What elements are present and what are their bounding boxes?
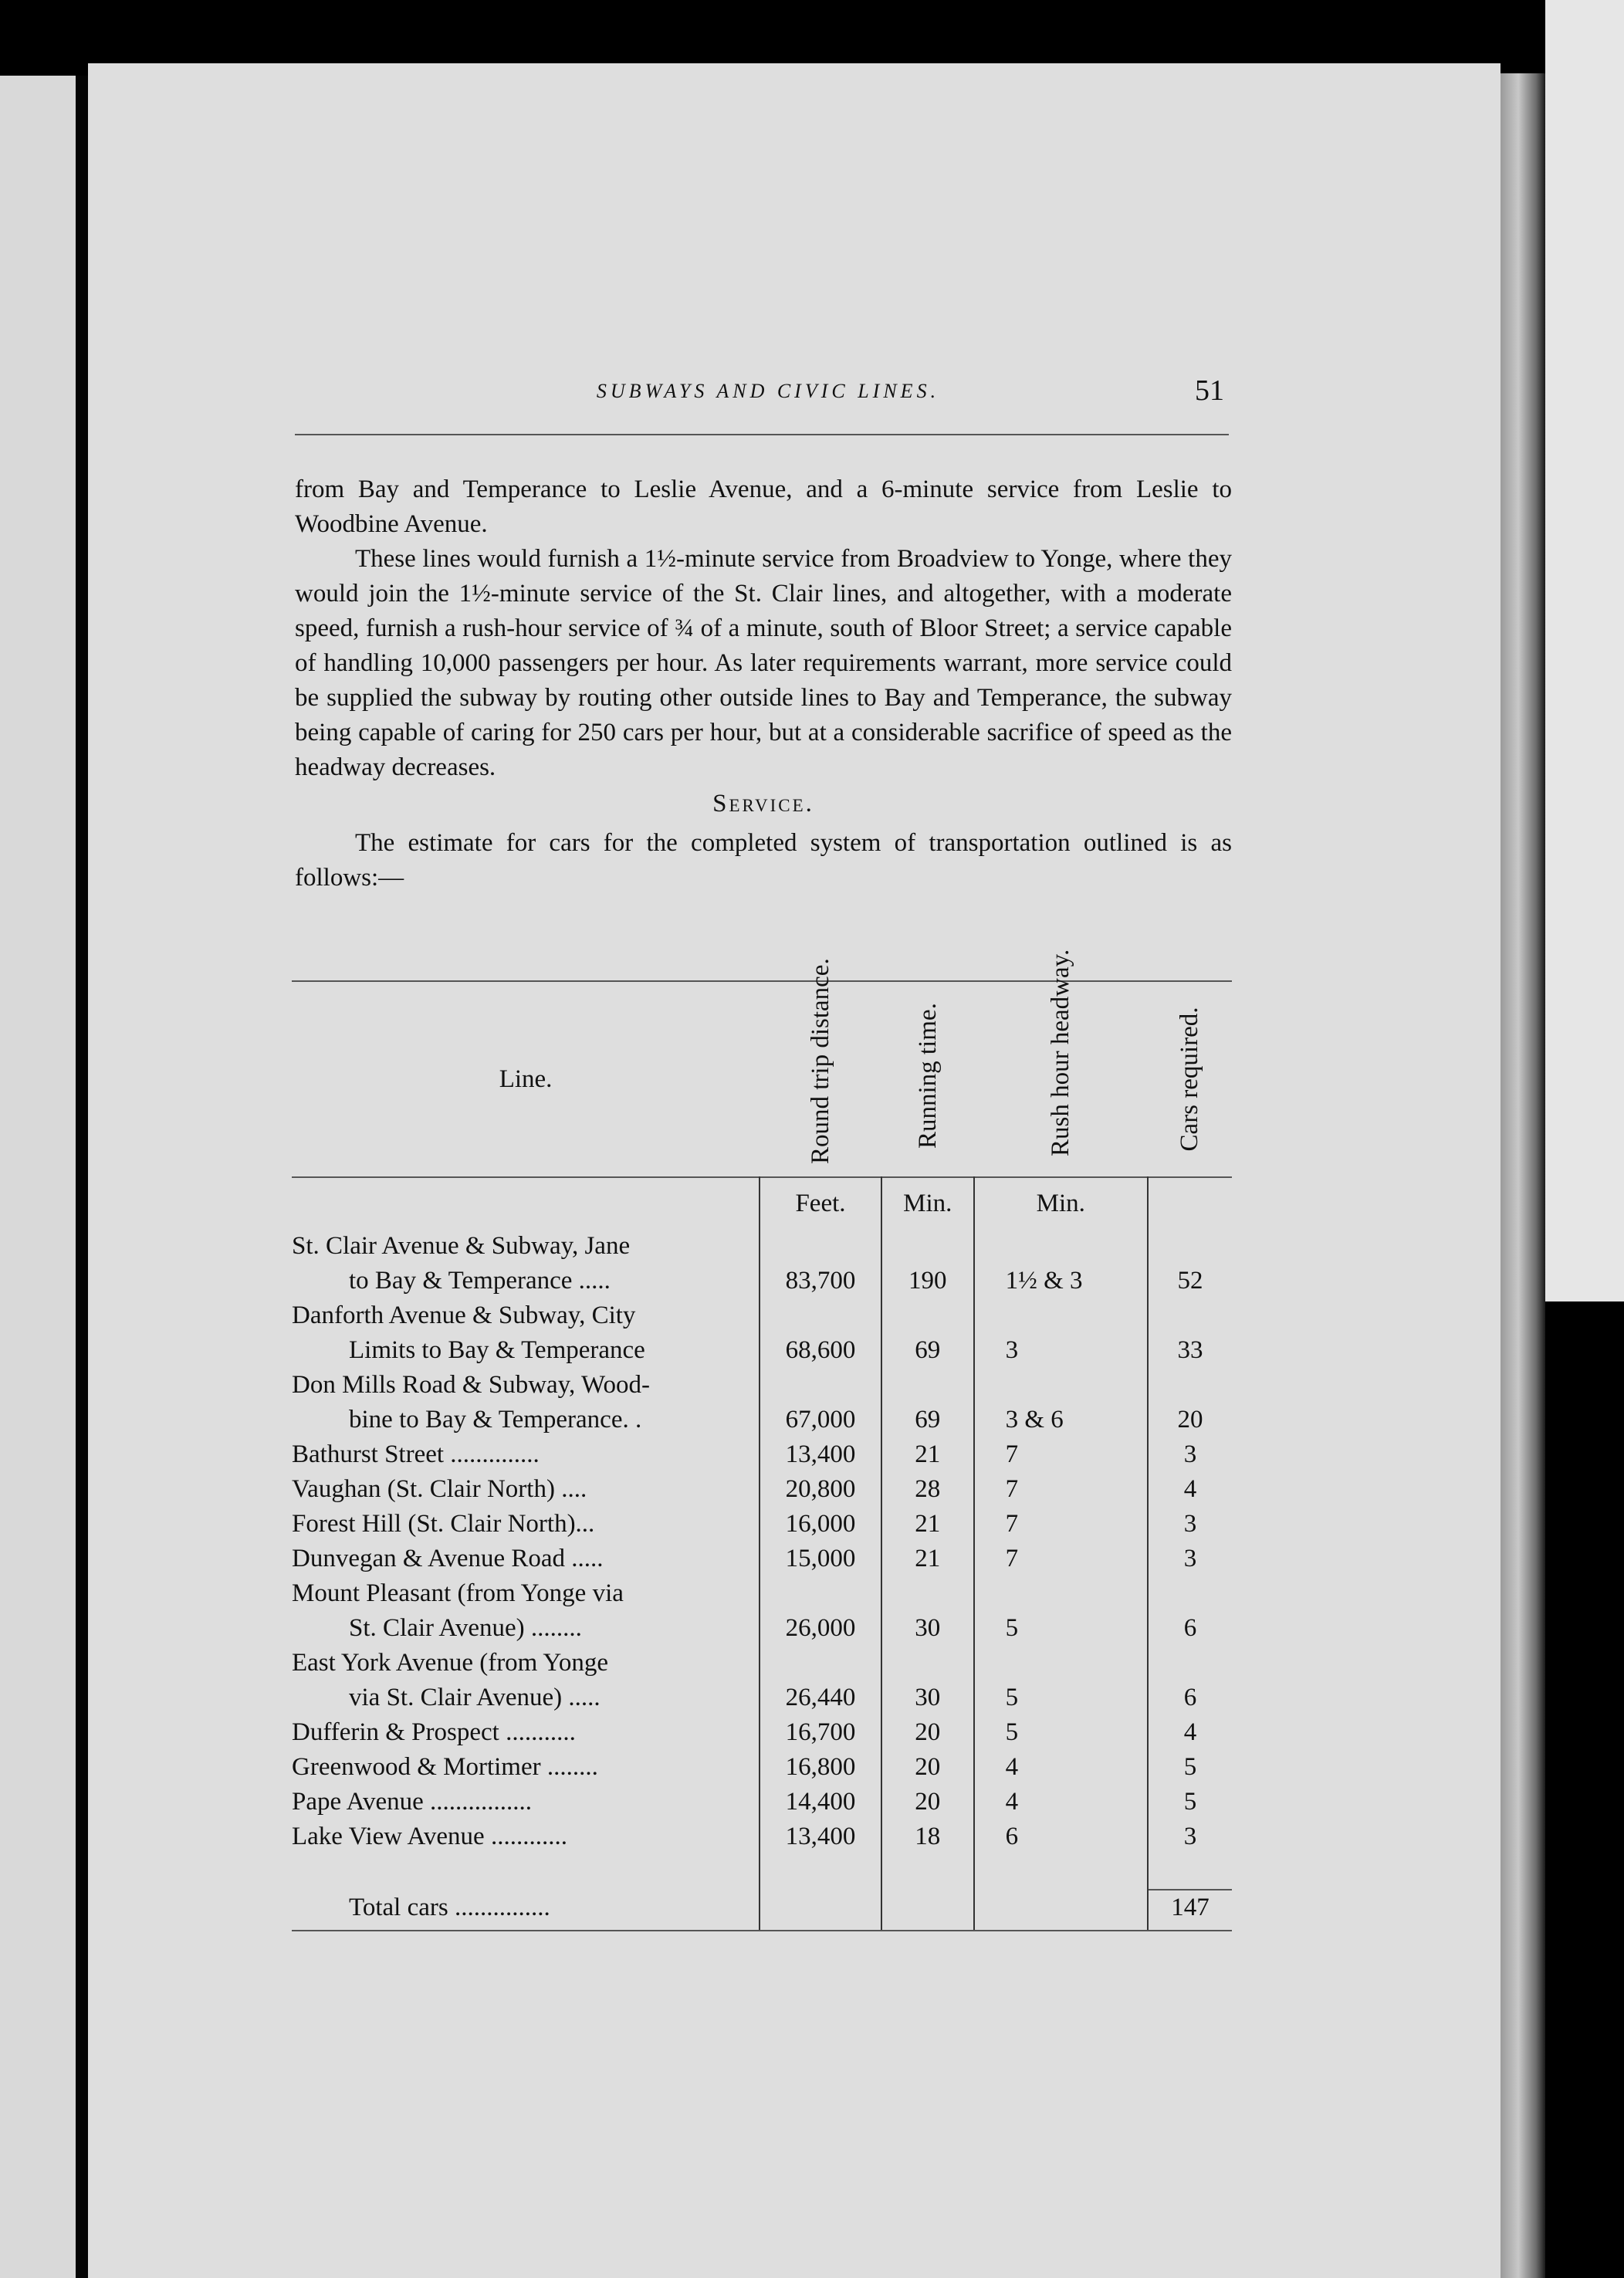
row-cars: 3 bbox=[1148, 1437, 1232, 1472]
unit-running: Min. bbox=[881, 1177, 974, 1229]
adjacent-page-strip bbox=[1545, 0, 1624, 1301]
row-running: 28 bbox=[881, 1472, 974, 1507]
row-running: 20 bbox=[881, 1750, 974, 1785]
row-line-text: Forest Hill (St. Clair North)... bbox=[292, 1510, 595, 1538]
row-running: 20 bbox=[881, 1785, 974, 1819]
row-line bbox=[292, 1646, 760, 1715]
row-distance: 67,000 bbox=[760, 1368, 881, 1437]
running-title: SUBWAYS AND CIVIC LINES. bbox=[596, 380, 940, 402]
row-line-text: Pape Avenue ................ bbox=[292, 1788, 533, 1816]
paragraph: These lines would furnish a 1½-minute service from Broadview to Yonge, where they would join the 1½-minute service of the St. Clair lines, and altogether, with a moderate speed, furnish a rush-hour service of ¾ of a minute, south of Bloor Street; a service capable of handling 10,000 passengers per hour. As later requirements warrant, more service could be supplied the subway by routing other outside lines to Bay and Temperance, the subway being capable of caring for 250 cars per hour, but at a considerable sacrifice of speed as the headway decreases. bbox=[295, 545, 1232, 781]
table-row bbox=[292, 1819, 1232, 1854]
row-headway: 1½ & 3 bbox=[974, 1229, 1148, 1298]
row-line-text: Bathurst Street .............. bbox=[292, 1440, 540, 1468]
row-line bbox=[292, 1785, 760, 1819]
scan-background bbox=[1545, 1301, 1624, 2278]
row-distance: 13,400 bbox=[760, 1819, 881, 1854]
row-line bbox=[292, 1507, 760, 1542]
row-cars: 4 bbox=[1148, 1472, 1232, 1507]
row-cars: 5 bbox=[1148, 1750, 1232, 1785]
header-cars: Cars required. bbox=[1176, 1007, 1204, 1152]
row-distance: 20,800 bbox=[760, 1472, 881, 1507]
section-heading: Service. bbox=[712, 790, 814, 817]
row-distance: 83,700 bbox=[760, 1229, 881, 1298]
page-header bbox=[0, 374, 1624, 418]
row-line-continued: via St. Clair Avenue) ..... bbox=[349, 1684, 601, 1711]
car-estimate-table bbox=[292, 949, 1232, 1931]
row-line-continued: Limits to Bay & Temperance bbox=[349, 1336, 645, 1364]
unit-headway: Min. bbox=[974, 1177, 1148, 1229]
table-row bbox=[292, 1576, 1232, 1646]
row-headway: 7 bbox=[974, 1472, 1148, 1507]
table-row bbox=[292, 1715, 1232, 1750]
table-row bbox=[292, 1785, 1232, 1819]
row-cars: 5 bbox=[1148, 1785, 1232, 1819]
row-headway: 5 bbox=[974, 1715, 1148, 1750]
total-cars-value: 147 bbox=[1149, 1889, 1232, 1925]
table-row bbox=[292, 1229, 1232, 1298]
row-distance: 26,000 bbox=[760, 1576, 881, 1646]
row-headway: 6 bbox=[974, 1819, 1148, 1854]
row-headway: 7 bbox=[974, 1542, 1148, 1576]
table-row bbox=[292, 1646, 1232, 1715]
table-row bbox=[292, 1542, 1232, 1576]
total-row bbox=[292, 1854, 1232, 1931]
row-line-text: Danforth Avenue & Subway, City bbox=[292, 1301, 636, 1329]
row-line-text: St. Clair Avenue & Subway, Jane bbox=[292, 1232, 631, 1260]
row-cars: 33 bbox=[1148, 1298, 1232, 1368]
row-distance: 15,000 bbox=[760, 1542, 881, 1576]
row-line-text: Don Mills Road & Subway, Wood- bbox=[292, 1371, 650, 1399]
table-row bbox=[292, 1507, 1232, 1542]
row-distance: 16,000 bbox=[760, 1507, 881, 1542]
paragraph: from Bay and Temperance to Leslie Avenue, and a 6-minute service from Leslie to Woodbine Avenue. bbox=[295, 476, 1232, 538]
body-text bbox=[295, 472, 1232, 895]
row-line-text: Dunvegan & Avenue Road ..... bbox=[292, 1545, 604, 1572]
row-distance: 16,700 bbox=[760, 1715, 881, 1750]
row-headway: 7 bbox=[974, 1437, 1148, 1472]
row-running: 21 bbox=[881, 1437, 974, 1472]
row-line bbox=[292, 1542, 760, 1576]
header-headway: Rush hour headway. bbox=[1047, 949, 1075, 1156]
table-row bbox=[292, 1368, 1232, 1437]
row-line-continued: bine to Bay & Temperance. . bbox=[349, 1406, 642, 1433]
row-line-text: Mount Pleasant (from Yonge via bbox=[292, 1579, 624, 1607]
row-distance: 16,800 bbox=[760, 1750, 881, 1785]
row-cars: 6 bbox=[1148, 1576, 1232, 1646]
row-line-text: Vaughan (St. Clair North) .... bbox=[292, 1475, 587, 1503]
row-distance: 68,600 bbox=[760, 1298, 881, 1368]
row-line bbox=[292, 1298, 760, 1368]
row-running: 69 bbox=[881, 1368, 974, 1437]
row-line bbox=[292, 1576, 760, 1646]
row-running: 69 bbox=[881, 1298, 974, 1368]
row-line bbox=[292, 1229, 760, 1298]
row-headway: 3 & 6 bbox=[974, 1368, 1148, 1437]
row-headway: 7 bbox=[974, 1507, 1148, 1542]
row-running: 21 bbox=[881, 1542, 974, 1576]
row-line-text: Lake View Avenue ............ bbox=[292, 1823, 567, 1850]
row-distance: 13,400 bbox=[760, 1437, 881, 1472]
row-line-text: East York Avenue (from Yonge bbox=[292, 1649, 609, 1677]
table-intro: The estimate for cars for the completed system of transportation outlined is as follows:— bbox=[295, 829, 1232, 892]
row-cars: 6 bbox=[1148, 1646, 1232, 1715]
row-running: 190 bbox=[881, 1229, 974, 1298]
row-headway: 4 bbox=[974, 1750, 1148, 1785]
row-line-continued: to Bay & Temperance ..... bbox=[349, 1267, 611, 1295]
table-row bbox=[292, 1750, 1232, 1785]
row-cars: 3 bbox=[1148, 1819, 1232, 1854]
row-headway: 4 bbox=[974, 1785, 1148, 1819]
row-distance: 14,400 bbox=[760, 1785, 881, 1819]
row-cars: 3 bbox=[1148, 1542, 1232, 1576]
row-line bbox=[292, 1819, 760, 1854]
row-headway: 5 bbox=[974, 1576, 1148, 1646]
row-line bbox=[292, 1472, 760, 1507]
unit-distance: Feet. bbox=[760, 1177, 881, 1229]
header-running: Running time. bbox=[913, 1003, 942, 1149]
row-line-text: Greenwood & Mortimer ........ bbox=[292, 1753, 598, 1781]
row-cars: 20 bbox=[1148, 1368, 1232, 1437]
row-line bbox=[292, 1715, 760, 1750]
row-line bbox=[292, 1750, 760, 1785]
row-headway: 5 bbox=[974, 1646, 1148, 1715]
table-row bbox=[292, 1437, 1232, 1472]
header-line: Line. bbox=[499, 1065, 553, 1093]
row-running: 30 bbox=[881, 1576, 974, 1646]
row-running: 18 bbox=[881, 1819, 974, 1854]
table-row bbox=[292, 1472, 1232, 1507]
total-label: Total cars ............... bbox=[292, 1854, 760, 1931]
row-cars: 4 bbox=[1148, 1715, 1232, 1750]
table-header-row bbox=[292, 981, 1232, 1177]
header-distance: Round trip distance. bbox=[807, 958, 834, 1164]
row-distance: 26,440 bbox=[760, 1646, 881, 1715]
row-running: 30 bbox=[881, 1646, 974, 1715]
row-cars: 3 bbox=[1148, 1507, 1232, 1542]
row-line bbox=[292, 1437, 760, 1472]
row-cars: 52 bbox=[1148, 1229, 1232, 1298]
units-row bbox=[292, 1177, 1232, 1229]
row-line-text: Dufferin & Prospect ........... bbox=[292, 1718, 576, 1746]
total-cars bbox=[1148, 1854, 1232, 1931]
table-row bbox=[292, 1298, 1232, 1368]
row-running: 21 bbox=[881, 1507, 974, 1542]
header-rule bbox=[295, 434, 1229, 435]
row-line-continued: St. Clair Avenue) ........ bbox=[349, 1614, 582, 1642]
row-running: 20 bbox=[881, 1715, 974, 1750]
page-number: 51 bbox=[1195, 374, 1224, 407]
row-headway: 3 bbox=[974, 1298, 1148, 1368]
row-line bbox=[292, 1368, 760, 1437]
